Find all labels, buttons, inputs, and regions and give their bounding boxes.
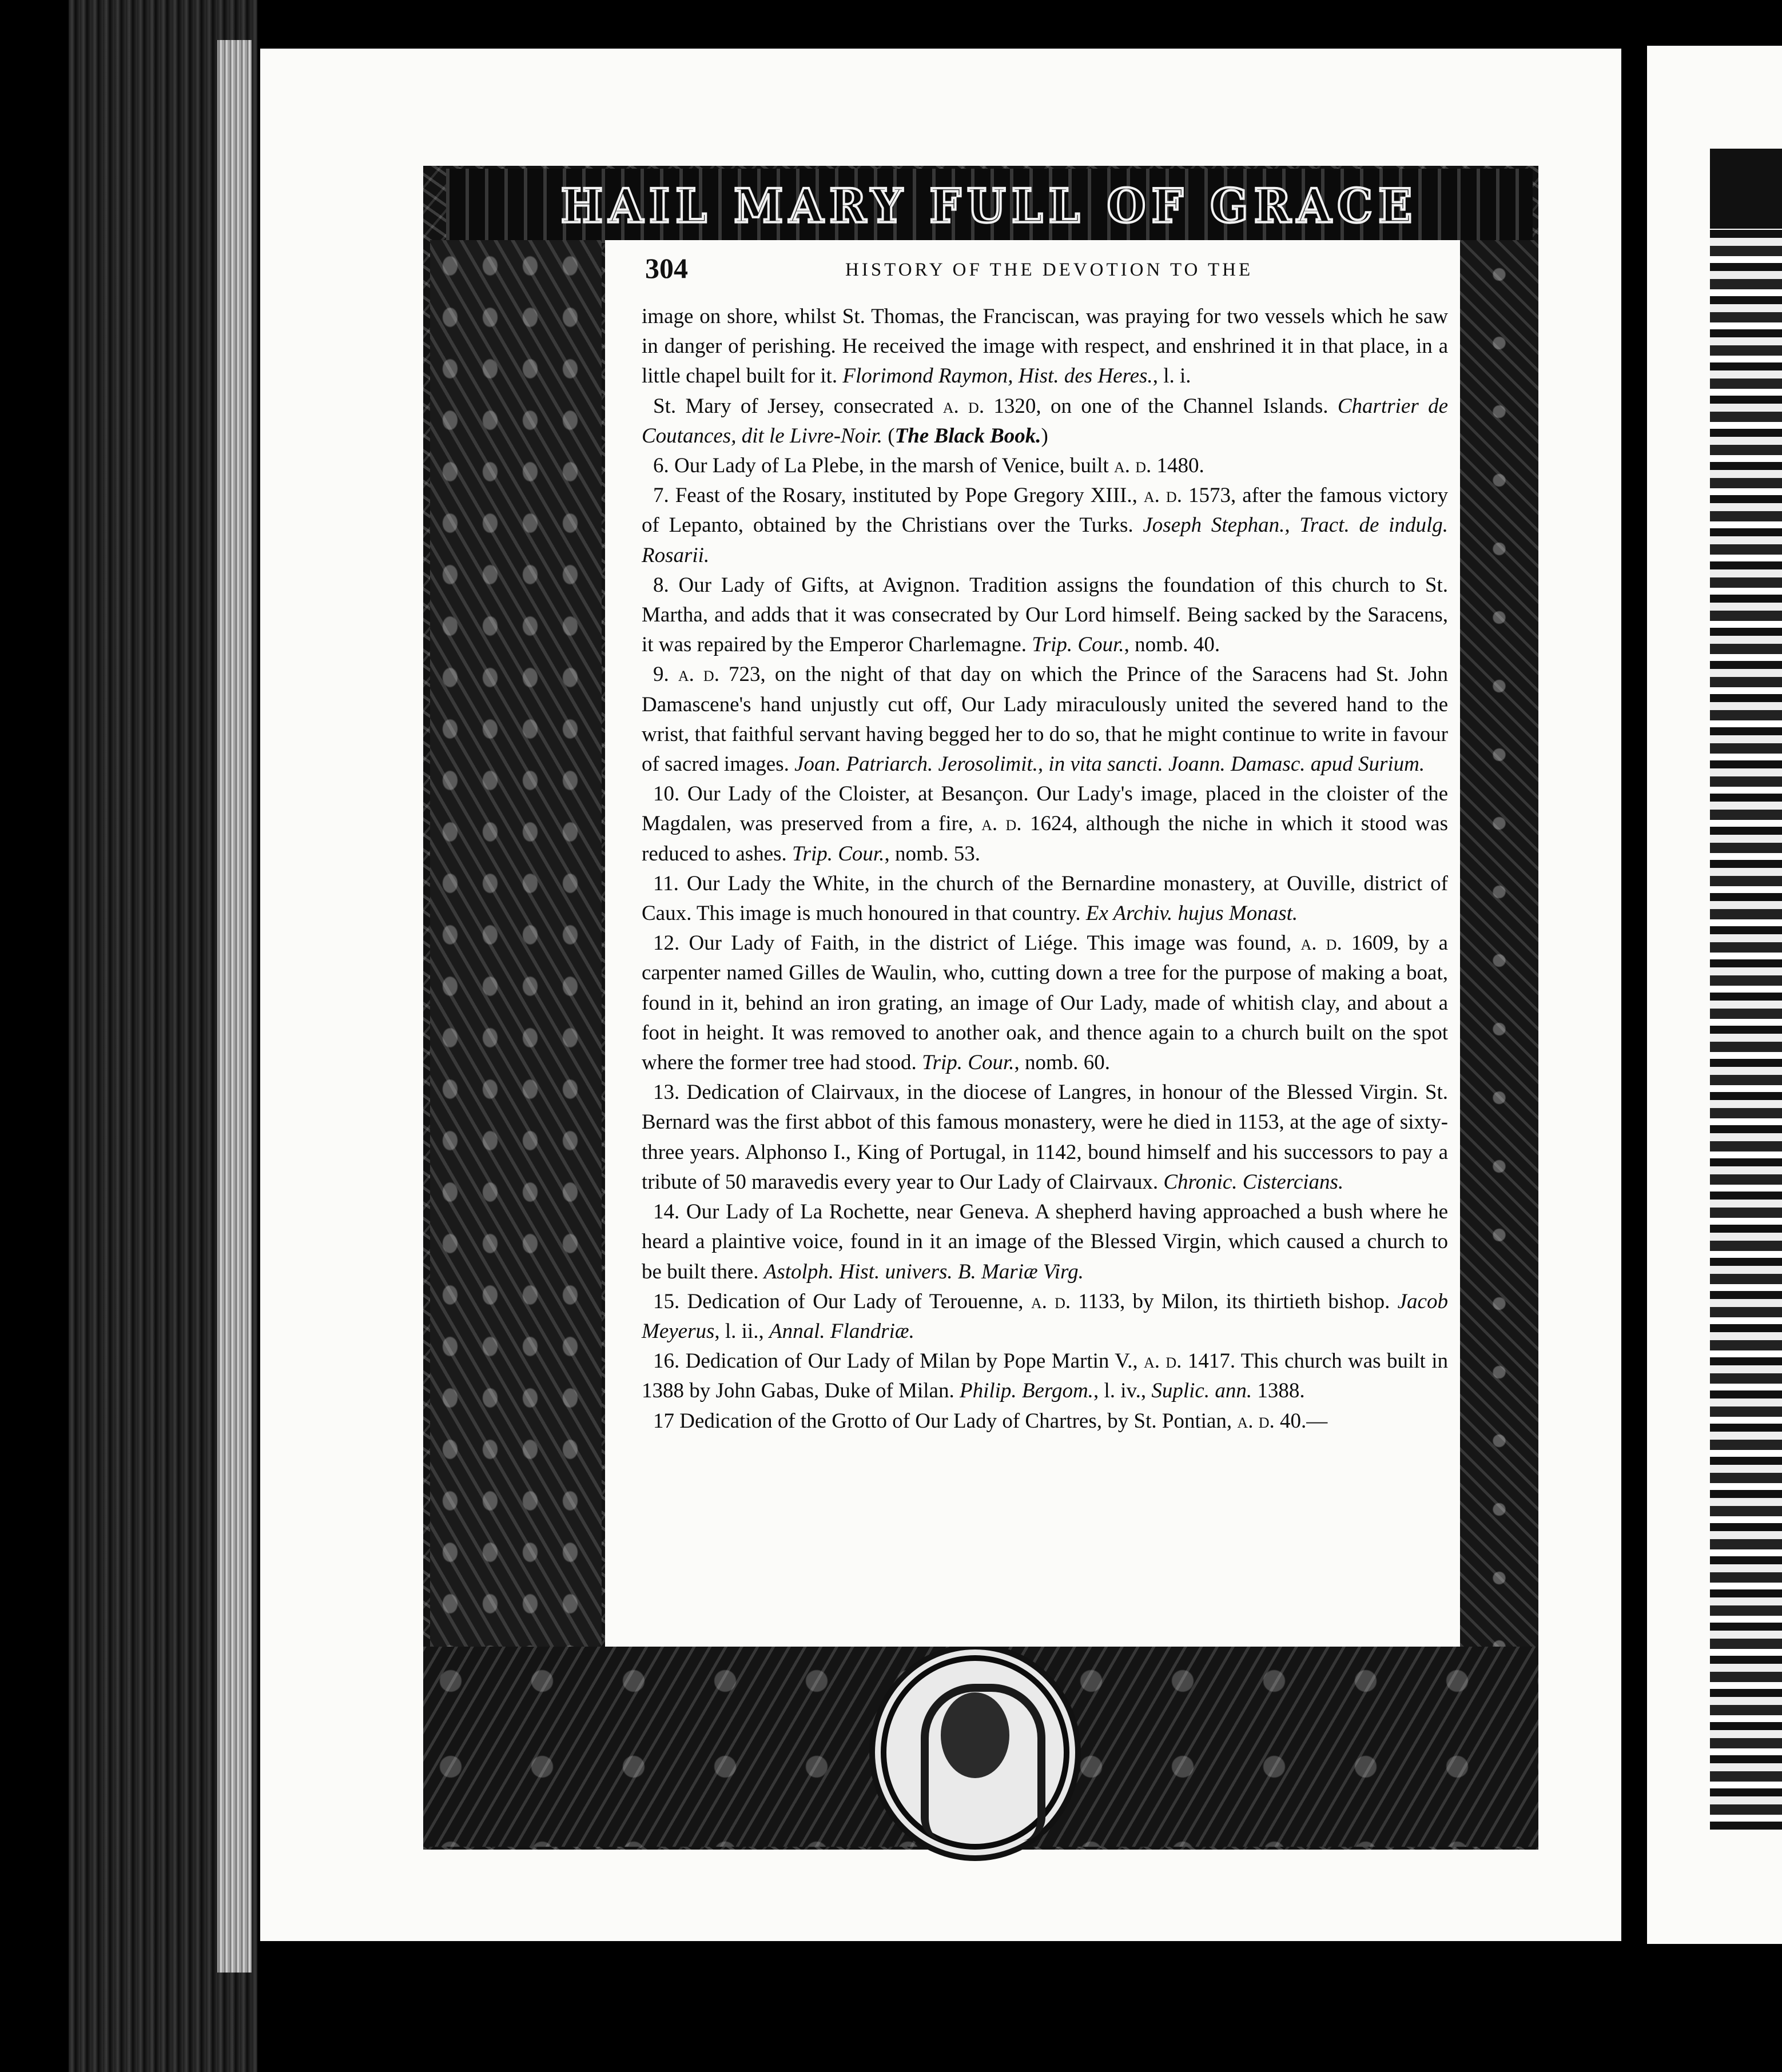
citation-text: The Black Book. [894, 424, 1041, 448]
paragraph [642, 1287, 1448, 1346]
right-ornament-strip [1460, 240, 1538, 1647]
facing-page-ornamental-border [1710, 172, 1782, 1830]
paragraph-text: ( [882, 424, 895, 448]
paragraph-text: 6. Our Lady of La Plebe, in the marsh of Venice, built [653, 454, 1114, 478]
paragraph-text: 1480. [1151, 454, 1204, 478]
paragraph-text: 17 Dedication of the Grotto of Our Lady of Chartres, by St. Pontian, [653, 1409, 1238, 1433]
era-abbrev: a. d. [1113, 454, 1152, 478]
paragraph-text: , l. ii., [714, 1319, 769, 1343]
era-abbrev: a. d. [981, 812, 1022, 836]
era-abbrev: a. d. [1143, 484, 1182, 508]
citation-text: Annal. Flandriæ. [769, 1319, 914, 1343]
running-header [645, 252, 1446, 286]
paragraph-text: 8. Our Lady of Gifts, at Avignon. Tradition assigns the foundation of this church to St. Martha, and adds that it was consecrated by Our Lord himself. Being sacked by the Saracens, it was repaired by the Emperor Charlemagne. [642, 573, 1448, 657]
paragraph [642, 660, 1448, 779]
left-ornament-pillar [430, 240, 602, 1647]
citation-text: Trip. Cour. [792, 842, 885, 866]
paragraph [642, 481, 1448, 571]
era-abbrev: a. d. [942, 394, 985, 418]
paragraph-text: 1133, by Milon, its thirtieth bishop. [1071, 1289, 1398, 1313]
paragraph-text: 1573, after the famous victory of Lepanto, obtained by the Christians over the Turks. [642, 484, 1448, 537]
citation-text: Jacob Meyerus [642, 1289, 1448, 1343]
paragraph-text: 40.— [1274, 1409, 1328, 1433]
banner-decoration [446, 169, 1533, 243]
citation-text: Trip. Cour. [1032, 633, 1124, 657]
paragraph-text: image on shore, whilst St. Thomas, the Franciscan, was praying for two vessels which he saw in danger of perishing. He received the image with respect, and enshrined it in that place, in a little chapel built for it. [642, 305, 1448, 388]
paragraph-text: 12. Our Lady of Faith, in the district of Liége. This image was found, [653, 931, 1301, 955]
running-title: HISTORY OF THE DEVOTION TO THE [845, 260, 1254, 280]
paragraph-text: 16. Dedication of Our Lady of Milan by Pope Martin V., [653, 1349, 1144, 1373]
paragraph [642, 779, 1448, 869]
paragraph-text: 1609, by a carpenter named Gilles de Waulin, who, cutting down a tree for the purpose of making a boat, found in it, behind an iron grating, an image of Our Lady, made of whitish clay, and about a foot in height. It was removed to another oak, and thence again to a church built on the spot where the former tree had stood. [642, 931, 1448, 1075]
paragraph [642, 302, 1448, 392]
citation-text: Chartrier de Coutances, dit le Livre-Noir. [642, 394, 1448, 448]
paragraph [642, 1197, 1448, 1287]
paragraph-text: 14. Our Lady of La Rochette, near Geneva. A shepherd having approached a bush where he heard a plaintive voice, found in it an image of the Blessed Virgin, which caused a church to be built there. [642, 1200, 1448, 1284]
paragraph-text: 1624, although the niche in which it stood was reduced to ashes. [642, 812, 1448, 866]
paragraph [642, 451, 1448, 481]
body-text [642, 302, 1448, 1436]
paragraph [642, 1346, 1448, 1406]
paragraph [642, 929, 1448, 1078]
paragraph [642, 1078, 1448, 1197]
citation-text: Chronic. Cistercians. [1163, 1170, 1344, 1194]
paragraph-text: , nomb. 40. [1124, 633, 1220, 657]
paragraph-text: 1320, on one of the Channel Islands. [984, 394, 1338, 418]
citation-text: Astolph. Hist. univers. B. Mariæ Virg. [763, 1260, 1084, 1284]
paragraph-text: 10. Our Lady of the Cloister, at Besançon. Our Lady's image, placed in the cloister of the Magdalen, was preserved from a fire, [642, 782, 1448, 836]
era-abbrev: a. d. [1300, 931, 1342, 955]
era-abbrev: a. d. [1031, 1289, 1071, 1313]
paragraph-text: St. Mary of Jersey, consecrated [653, 394, 943, 418]
page-stack-edge [217, 40, 252, 1973]
citation-text: Joan. Patriarch. Jerosolimit., in vita sancti. Joann. Damasc. apud Surium. [794, 752, 1425, 776]
paragraph [642, 392, 1448, 451]
page-number: 304 [645, 252, 688, 284]
paragraph-text: 13. Dedication of Clairvaux, in the diocese of Langres, in honour of the Blessed Virgin. St. Bernard was the first abbot of this famous monastery, were he died in 1153, at the age of sixty-three years. Alphonso I., King of Portugal, in 1142, bound himself and his successors to pay a tribute of 50 maravedis every year to Our Lady of Clairvaux. [642, 1081, 1448, 1194]
era-abbrev: a. d. [1237, 1409, 1275, 1433]
paragraph [642, 571, 1448, 660]
paragraph-text: , nomb. 60. [1014, 1051, 1111, 1075]
paragraph-text: 723, on the night of that day on which the Prince of the Saracens had St. John Damascene's hand unjustly cut off, Our Lady miraculously united the severed hand to the wrist, that faithful servant having begged her to do so, that he might continue to write in favour of sacred images. [642, 663, 1448, 776]
paragraph-text: 11. Our Lady the White, in the church of the Bernardine monastery, at Ouville, district of Caux. This image is much honoured in that country. [642, 871, 1448, 926]
paragraph-text: 15. Dedication of Our Lady of Terouenne, [653, 1289, 1031, 1313]
paragraph-text: 1417. This church was built in 1388 by John Gabas, Duke of Milan. [642, 1349, 1448, 1403]
paragraph-text: , l. i. [1152, 364, 1191, 388]
citation-text: Trip. Cour. [922, 1051, 1015, 1075]
paragraph-text: 1388. [1252, 1379, 1305, 1403]
paragraph-text: , nomb. 53. [884, 842, 980, 866]
paragraph-text: 7. Feast of the Rosary, instituted by Pope Gregory XIII., [653, 484, 1144, 508]
paragraph-text: 9. [653, 663, 678, 687]
paragraph [642, 1406, 1448, 1436]
citation-text: Philip. Bergom. [959, 1379, 1093, 1403]
banner-motto: HAIL MARY FULL OF GRACE [560, 178, 1418, 233]
paragraph-text: , l. iv., [1093, 1379, 1152, 1403]
paragraph [642, 869, 1448, 929]
citation-text: Ex Archiv. hujus Monast. [1085, 902, 1298, 926]
citation-text: Joseph Stephan., Tract. de indulg. Rosarii. [642, 513, 1448, 567]
madonna-medallion-image [881, 1655, 1069, 1850]
citation-text: Florimond Raymon, Hist. des Heres. [842, 364, 1153, 388]
paragraph-text: ) [1041, 424, 1048, 448]
era-abbrev: a. d. [678, 663, 719, 687]
citation-text: Suplic. ann. [1151, 1379, 1252, 1403]
era-abbrev: a. d. [1143, 1349, 1182, 1373]
